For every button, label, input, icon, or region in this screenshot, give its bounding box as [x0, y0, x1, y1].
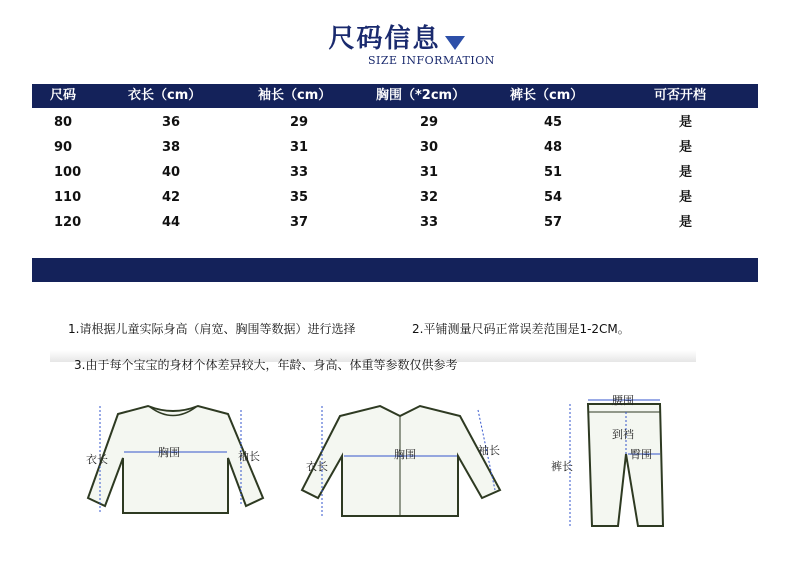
sweater-diagram	[78, 398, 278, 528]
cell-pants: 57	[544, 215, 563, 230]
cell-pants: 51	[544, 165, 563, 180]
cell-sleeve: 33	[290, 165, 309, 180]
shirt-length-label: 衣长	[306, 460, 328, 473]
pants-diagram	[548, 392, 678, 532]
pants-length-label: 裤长	[551, 460, 573, 473]
triangle-down-icon	[445, 36, 465, 50]
size-table-header	[32, 84, 758, 108]
cell-open-crotch: 是	[679, 115, 693, 130]
pants-waist-label: 腰围	[612, 394, 634, 407]
page-subtitle: SIZE INFORMATION	[368, 54, 495, 67]
cell-open-crotch: 是	[679, 140, 693, 155]
table-row	[32, 160, 758, 185]
size-table-body	[32, 110, 758, 235]
cell-size: 90	[54, 140, 73, 155]
sweater-sleeve-label: 袖长	[238, 450, 260, 463]
cell-size: 80	[54, 115, 73, 130]
cell-sleeve: 29	[290, 115, 309, 130]
header-pants: 裤长（cm）	[510, 88, 584, 103]
header-chest: 胸围（*2cm）	[376, 88, 466, 103]
cell-sleeve: 37	[290, 215, 309, 230]
header-open-crotch: 可否开档	[654, 88, 707, 103]
sweater-chest-label: 胸围	[158, 446, 180, 459]
cell-length: 36	[162, 115, 181, 130]
cell-length: 44	[162, 215, 181, 230]
note-line-1: 1.请根据儿童实际身高（肩宽、胸围等数据）进行选择	[68, 322, 356, 336]
sweater-length-label: 衣长	[86, 453, 108, 466]
cell-size: 120	[54, 215, 82, 230]
cell-chest: 31	[420, 165, 439, 180]
cell-pants: 54	[544, 190, 563, 205]
note-line-3: 3.由于每个宝宝的身材个体差异较大，年龄、身高、体重等参数仅供参考	[74, 358, 458, 372]
header-length: 衣长（cm）	[128, 88, 202, 103]
table-row	[32, 185, 758, 210]
cell-pants: 48	[544, 140, 563, 155]
cell-sleeve: 31	[290, 140, 309, 155]
cell-sleeve: 35	[290, 190, 309, 205]
cell-size: 100	[54, 165, 82, 180]
cell-chest: 33	[420, 215, 439, 230]
sweater-outline	[88, 406, 263, 513]
cell-open-crotch: 是	[679, 165, 693, 180]
pants-outline	[588, 404, 663, 526]
page-title: 尺码信息	[328, 24, 441, 54]
title-block	[0, 18, 793, 55]
cell-length: 42	[162, 190, 181, 205]
cell-open-crotch: 是	[679, 215, 693, 230]
shirt-diagram	[300, 398, 520, 528]
table-row	[32, 210, 758, 235]
cell-chest: 29	[420, 115, 439, 130]
cell-open-crotch: 是	[679, 190, 693, 205]
cell-chest: 32	[420, 190, 439, 205]
cell-length: 40	[162, 165, 181, 180]
pants-crotch-label: 到裆	[612, 428, 634, 441]
shirt-chest-label: 胸围	[394, 448, 416, 461]
cell-chest: 30	[420, 140, 439, 155]
table-row	[32, 135, 758, 160]
table-row	[32, 110, 758, 135]
note-line-2: 2.平铺测量尺码正常误差范围是1-2CM。	[412, 322, 630, 336]
cell-size: 110	[54, 190, 82, 205]
table-footer-bar	[32, 258, 758, 282]
shirt-outline	[302, 406, 500, 516]
cell-length: 38	[162, 140, 181, 155]
header-size: 尺码	[50, 88, 77, 103]
cell-pants: 45	[544, 115, 563, 130]
shirt-sleeve-label: 袖长	[478, 444, 500, 457]
pants-hip-label: 臀围	[630, 448, 652, 461]
header-sleeve: 袖长（cm）	[258, 88, 332, 103]
